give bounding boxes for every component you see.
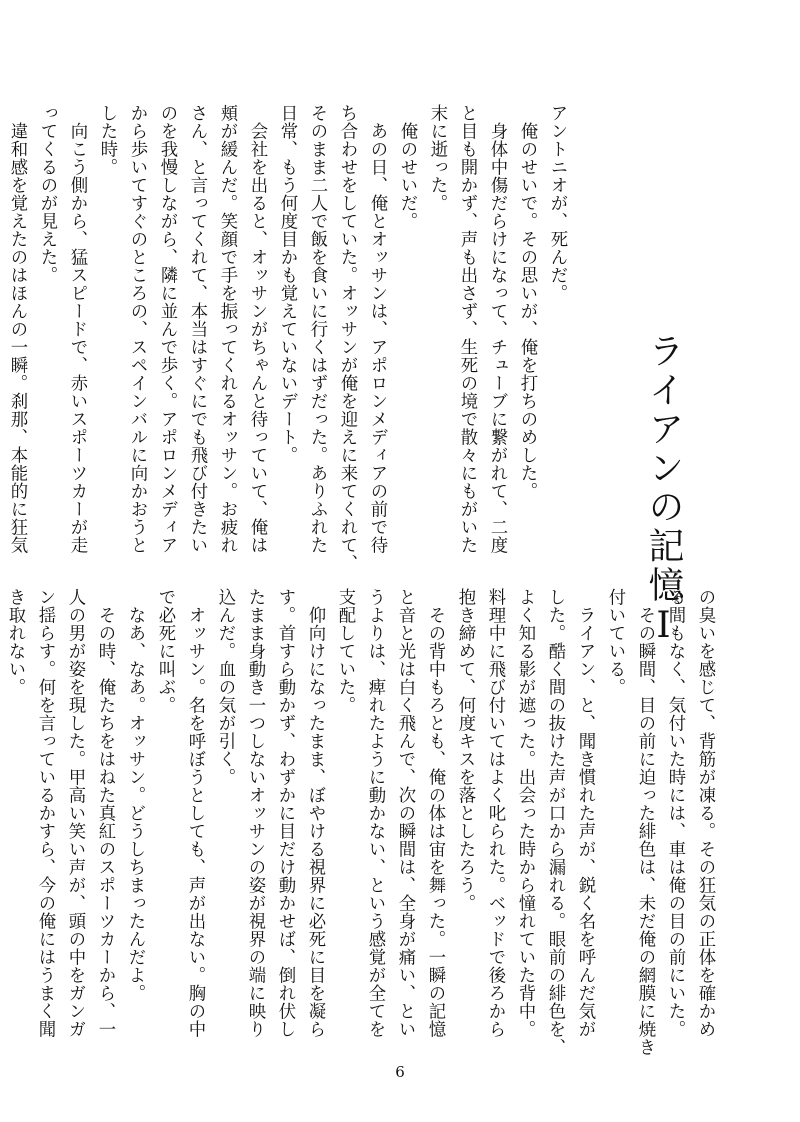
- text-line: 込んだ。血の気が引く。: [215, 588, 235, 786]
- text-line: あの日、俺とオッサンは、アポロンメディアの前で待: [367, 104, 387, 554]
- text-line: うよりは、痺れたように動かない、という感覚が全てを: [365, 588, 385, 1038]
- page-number: 6: [395, 1063, 405, 1081]
- text-line: さん、と言ってくれて、本当はすぐにでも飛び付きたい: [187, 104, 207, 554]
- text-line: した。酷く間の抜けた声が口から漏れる。眼前の緋色を、: [545, 588, 565, 1056]
- upper-text-block: [7, 104, 572, 572]
- lower-text-block: [5, 588, 720, 1056]
- text-line: そのまま二人で飯を食いに行くはずだった。ありふれた: [307, 104, 327, 554]
- text-line: ち合わせをしていた。オッサンが俺を迎えに来てくれて、: [337, 104, 357, 572]
- text-line: と目も開かず、声も出さず、生死の境で散々にもがいた: [457, 104, 477, 554]
- text-line: 料理中に飛び付いてはよく叱られた。ベッドで後ろから: [485, 588, 505, 1038]
- text-line: る間もなく、気付いた時には、車は俺の目の前にいた。: [665, 588, 685, 1038]
- chapter-title: ライアンの記憶Ⅰ: [643, 332, 684, 649]
- text-line: の臭いを感じて、背筋が凍る。その狂気の正体を確かめ: [695, 588, 715, 1038]
- text-line: した時。: [97, 104, 117, 176]
- text-line: 俺のせいで。その思いが、俺を打ちのめした。: [517, 104, 537, 500]
- text-line: き取れない。: [5, 588, 25, 696]
- text-line: ン揺らす。何を言っているかすら、今の俺にはうまく聞: [35, 588, 55, 1038]
- text-line: 人の男が姿を現した。甲高い笑い声が、頭の中をガンガ: [65, 588, 85, 1038]
- text-line: オッサン。名を呼ぼうとしても、声が出ない。胸の中: [185, 588, 205, 1038]
- text-line: 会社を出ると、オッサンがちゃんと待っていて、俺は: [247, 104, 267, 554]
- text-line: 抱き締めて、何度キスを落としたろう。: [455, 588, 475, 912]
- text-line: 俺のせいだ。: [397, 104, 417, 230]
- text-line: と音と光は白く飛んで、次の瞬間は、全身が痛い、とい: [395, 588, 415, 1038]
- text-line: 頬が緩んだ。笑顔で手を振ってくれるオッサン。お疲れ: [217, 104, 237, 554]
- text-line: 仰向けになったまま、ぼやける視界に必死に目を凝ら: [305, 588, 325, 1038]
- text-line: アントニオが、死んだ。: [547, 104, 567, 302]
- text-line: で必死に叫ぶ。: [155, 588, 175, 714]
- text-line: ってくるのが見えた。: [37, 104, 57, 284]
- text-line: 日常、もう何度目かも覚えていないデート。: [277, 104, 297, 464]
- text-line: その瞬間、目の前に迫った緋色は、未だ俺の網膜に焼き: [635, 588, 655, 1056]
- text-line: よく知る影が遮った。出会った時から憧れていた背中。: [515, 588, 535, 1038]
- text-line: たまま身動き一つしないオッサンの姿が視界の端に映り: [245, 588, 265, 1038]
- text-line: 向こう側から、猛スピードで、赤いスポーツカーが走: [67, 104, 87, 554]
- text-line: その背中もろとも、俺の体は宙を舞った。一瞬の記憶: [425, 588, 445, 1038]
- text-line: なあ、なあ。オッサン。どうしちまったんだよ。: [125, 588, 145, 1002]
- text-line: 身体中傷だらけになって、チューブに繋がれて、二度: [487, 104, 507, 554]
- text-line: 支配していた。: [335, 588, 355, 714]
- text-line: のを我慢しながら、隣に並んで歩く。アポロンメディア: [157, 104, 177, 554]
- text-line: ライアン、と、聞き慣れた声が、鋭く名を呼んだ気が: [575, 588, 595, 1038]
- text-line: その時、俺たちをはねた真紅のスポーツカーから、一: [95, 588, 115, 1038]
- text-line: す。首すら動かず、わずかに目だけ動かせば、倒れ伏し: [275, 588, 295, 1038]
- text-line: 付いている。: [605, 588, 625, 696]
- text-line: から歩いてすぐのところの、スペインバルに向かおうと: [127, 104, 147, 554]
- text-line: 違和感を覚えたのはほんの一瞬。刹那、本能的に狂気: [7, 104, 27, 554]
- text-line: 末に逝った。: [427, 104, 447, 212]
